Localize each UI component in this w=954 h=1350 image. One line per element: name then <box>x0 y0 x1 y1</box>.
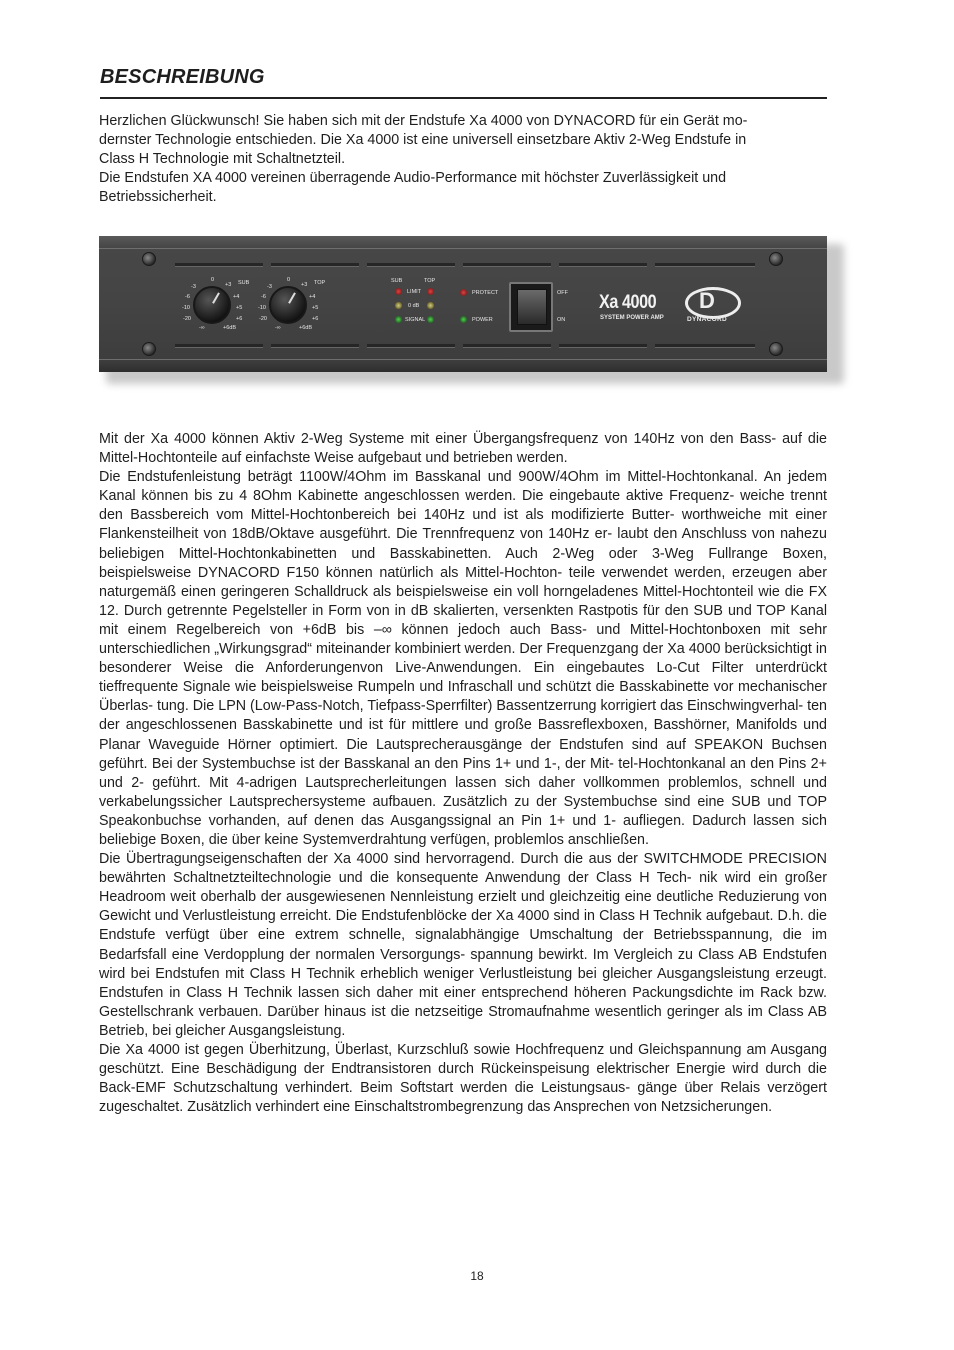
intro-line: Die Endstufen XA 4000 vereinen überragende Audio-Performance mit höchster Zuverlässigkeit und <box>99 170 727 187</box>
zero-db-label: 0 dB <box>408 303 420 309</box>
scale-label: -20 <box>259 316 267 322</box>
scale-label: -3 <box>191 284 196 290</box>
power-led <box>460 316 467 323</box>
intro-line: dernster Technologie entschieden. Die Xa 4000 ist eine universell einsetzbare Aktiv 2-Weg Endstufe in <box>99 132 747 149</box>
panel-edge-line <box>99 248 827 249</box>
vent-slot <box>271 344 359 348</box>
top-0db-led <box>427 302 434 309</box>
led-top-label: TOP <box>424 278 436 284</box>
sub-0db-led <box>395 302 402 309</box>
scale-label: +6dB <box>223 325 236 331</box>
signal-label: SIGNAL <box>405 317 426 323</box>
scale-label: +4 <box>233 294 240 300</box>
top-level-knob <box>269 286 307 324</box>
scale-label: -6 <box>185 294 190 300</box>
scale-label: +3 <box>301 282 308 288</box>
scale-label: +5 <box>312 305 319 311</box>
sub-signal-led <box>395 316 402 323</box>
on-label: ON <box>557 317 566 323</box>
screw-icon <box>142 252 156 266</box>
scale-label: 0 <box>287 277 291 283</box>
sub-level-knob <box>193 286 231 324</box>
vent-slot <box>655 263 755 267</box>
scale-label: -3 <box>267 284 272 290</box>
sub-limit-led <box>395 288 402 295</box>
page-title: BESCHREIBUNG <box>100 66 265 88</box>
scale-label: -∞ <box>199 325 205 331</box>
amplifier-front-panel-image <box>99 236 827 372</box>
scale-label: +6 <box>312 316 319 322</box>
intro-text <box>99 112 834 207</box>
scale-label: -∞ <box>275 325 281 331</box>
screw-icon <box>142 342 156 356</box>
intro-line: Class H Technologie mit Schaltnetzteil. <box>99 151 346 168</box>
vent-slot <box>559 344 647 348</box>
scale-label: -10 <box>182 305 190 311</box>
body-paragraph: Mit der Xa 4000 können Aktiv 2-Weg Systeme mit einer Übergangsfrequenz von 140Hz von den Bass- auf die Mittel-Hochtonteile auf einfachste Weise aufgebaut und betrieben werden. <box>99 431 827 467</box>
power-switch-rocker <box>517 289 547 325</box>
body-text <box>99 430 827 1117</box>
vent-slot <box>271 263 359 267</box>
vent-slot <box>463 344 551 348</box>
scale-label: +4 <box>309 294 316 300</box>
model-subtitle: SYSTEM POWER AMP <box>600 315 664 321</box>
panel-edge-line <box>99 359 827 360</box>
intro-line: Herzlichen Glückwunsch! Sie haben sich mit der Endstufe Xa 4000 von DYNACORD für ein Gerät mo- <box>99 113 748 129</box>
scale-label: 0 <box>211 277 215 283</box>
protect-led <box>460 289 467 296</box>
vent-slot <box>175 344 263 348</box>
vent-slot <box>367 344 455 348</box>
brand-name: DYNACORD <box>687 316 727 323</box>
vent-slot <box>559 263 647 267</box>
screw-icon <box>769 252 783 266</box>
scale-label: +6 <box>236 316 243 322</box>
scale-label: +5 <box>236 305 243 311</box>
scale-label: -20 <box>183 316 191 322</box>
vent-slot <box>367 263 455 267</box>
body-paragraph: Die Übertragungseigenschaften der Xa 4000 sind hervorragend. Durch die aus der SWITCHMODE PRECISION bewährten Schaltnetzteiltechnologie und die konsequente Anwendung der Class H Tech- nik wird ein großer Headroom weit oberhalb der ausgewiesenen Nennleistung erzielt und gleichzeitig eine deutliche Reduzierung von Gewicht und Verlustleistung erreicht. Die Endstufenblöcke der Xa 4000 sind in Class H Technik aufgebaut. D.h. die Endstufe verfügt über eine extrem schnelle, signalabhängige Umschaltung der Betriebsspannung, die im Bedarfsfall eine Verdopplung der normalen Versorgungs- spannung bewirkt. Im Vergleich zu Class AB Endstufen wird bei Endstufen mit Class H Technik erheblich weniger Verlustleistung bei gleicher Ausgangsleistung erzeugt. Endstufen in Class H Technik lassen sich daher mit einer entsprechend höheren Packungsdichte im Rack bzw. Gestellschrank verbauen. Darüber hinaus ist die netzseitige Stromaufnahme wesentlich geringer als im Class AB Betrieb, bei gleicher Ausgangsleistung. <box>99 851 827 1039</box>
scale-label: +6dB <box>299 325 312 331</box>
intro-line: Betriebssicherheit. <box>99 189 217 206</box>
led-sub-label: SUB <box>391 278 403 284</box>
vent-slot <box>655 344 755 348</box>
top-knob-label: TOP <box>314 280 326 286</box>
screw-icon <box>769 342 783 356</box>
limit-label: LIMIT <box>407 289 422 295</box>
title-rule <box>100 97 827 99</box>
body-paragraph: Die Endstufenleistung beträgt 1100W/4Ohm im Basskanal und 900W/4Ohm im Mittel-Hochtonkanal. An jedem Kanal können bis zu 4 8Ohm Kabinette angeschlossen werden. Die eingebaute aktive Frequenz- weiche trennt den Bassbereich vom Mittel-Hochtonbereich bei 140Hz und ist als modifizierte Butter- worthweiche mit einer Flankensteilheit von 18dB/Oktave ausgeführt. Die Trennfrequenz von 140Hz er- laubt den Anschluss von nahezu beliebigen Mittel-Hochtonkabinetten und Basskabinetten. Auch 2-Weg oder 3-Weg Fullrange Boxen, beispielsweise DYNACORD F150 können natürlich als Mittel-Hochton- teile verwendet werden, erzeugen aber naturgemäß einen geringeren Schalldruck als beispielsweise ein voll horngeladenes Mittel-Hochtonteil wie die FX 12. Durch getrennte Pegelsteller in Form von in dB skalierten, versenkten Rastpotis für den SUB und TOP Kanal mit einem Regelbereich von +6dB bis –∞ können jedoch auch Bass- und Mittel-Hochtonboxen mit sehr unterschiedlichen „Wirkungsgrad“ miteinander kombiniert werden. Der Frequenzgang der Xa 4000 berücksichtigt in besonderer Weise die Anforderungenvon Live-Anwendungen. Ein eingebautes Lo-Cut Filter unterdrückt tieffrequente Signale wie beispielsweise Rumpeln und Infraschall und schützt die Basskabinette vor mechanischer Überlas- tung. Die LPN (Low-Pass-Notch, Tiefpass-Sperrfilter) Bassentzerrung korrigiert das Einschwingverhal- ten der angeschlossenen Basskabinette und ist für mittlere und große Bassreflexboxen, Basshörner, Manifolds und Planar Waveguide Hörner optimiert. Die Lautsprecherausgänge der Endstufen sind auf SPEAKON Buchsen geführt. Bei der Systembuchse ist der Basskanal an den Pins 1+ und 1-, der Mit- tel-Hochtonkanal an den Pins 2+ und 2- geführt. Mit 4-adrigen Lautsprecherleitungen lassen sich daher vollkommen problemlos, schnell und verkabelungssicher Lautsprechersysteme aufbauen. Zusätzlich zu der Systembuchse sind eine SUB und TOP Speakonbuchse vorhanden, auf denen das Ausgangssignal an Pin 1+ und 1- aufliegen. Dadurch lassen sich beliebige Boxen, die über keine Systemverdrahtung verfügen, problemlos anschließen. <box>99 469 827 848</box>
protect-label: PROTECT <box>472 290 499 296</box>
vent-slot <box>463 263 551 267</box>
model-name: Xa 4000 <box>599 292 657 313</box>
off-label: OFF <box>557 290 568 296</box>
power-label: POWER <box>472 317 493 323</box>
top-signal-led <box>427 316 434 323</box>
scale-label: -10 <box>258 305 266 311</box>
power-switch <box>509 282 553 332</box>
dynacord-logo-letter-icon: D <box>699 288 715 313</box>
top-limit-led <box>427 288 434 295</box>
scale-label: -6 <box>261 294 266 300</box>
vent-slot <box>175 263 263 267</box>
scale-label: +3 <box>225 282 232 288</box>
body-paragraph: Die Xa 4000 ist gegen Überhitzung, Überlast, Kurzschluß sowie Hochfrequenz und Gleichspannung am Ausgang geschützt. Eine Beschädigung der Endtransistoren durch Rückeinspeisung elektrischer Energie wird durch die Back-EMF Schutzschaltung verhindert. Beim Softstart werden die Leistungsaus- gänge über Relais verzögert zugeschaltet. Zusätzlich verhindert eine Einschaltstrombegrenzung das Ansprechen von Netzsicherungen. <box>99 1042 827 1116</box>
sub-knob-label: SUB <box>238 280 250 286</box>
page-number: 18 <box>470 1269 484 1283</box>
